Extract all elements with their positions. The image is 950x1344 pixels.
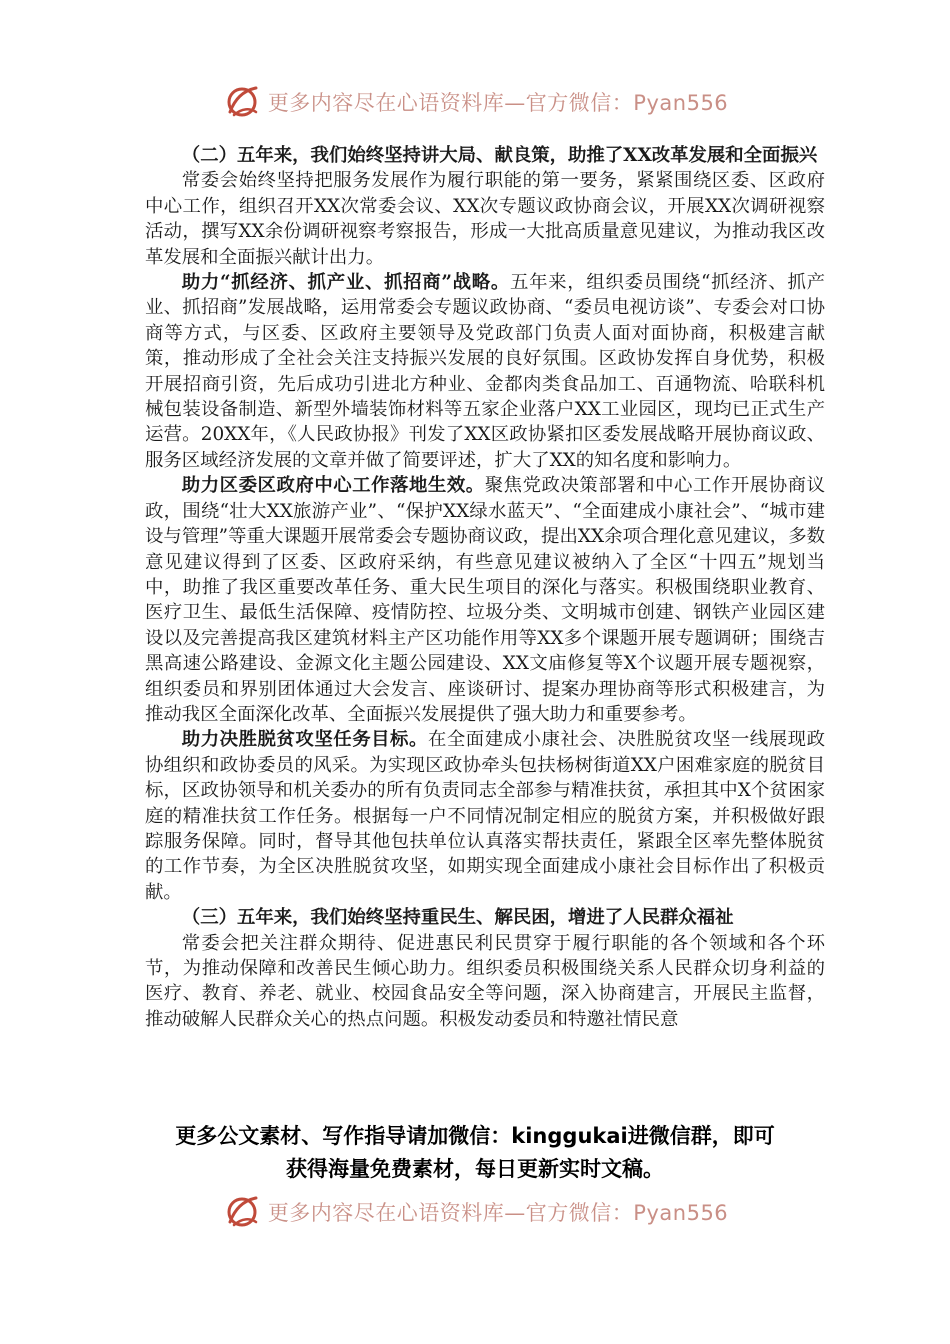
promo-line-1: 更多公文素材、写作指导请加微信：kinggukai进微信群，即可 bbox=[175, 1124, 775, 1148]
promo-banner bbox=[0, 1120, 950, 1186]
paragraph-lead: 助力区委区政府中心工作落地生效。 bbox=[181, 475, 485, 497]
paragraph-body: 在全面建成小康社会、决胜脱贫攻坚一线展现政协组织和政协委员的风采。为实现区政协牵头包扶杨树街道XX户困难家庭的脱贫目标，区政协领导和机关委办的所有负责同志全部参与精准扶贫，承担其中X个贫困家庭的精准扶贫工作任务。根据每一户不同情况制定相应的脱贫方案，并积极做好跟踪服务保障。同时，督导其他包扶单位认真落实帮扶责任，紧跟全区率先整体脱贫的工作节奏，为全区决胜脱贫攻坚，如期实现全面建成小康社会目标作出了积极贡献。 bbox=[145, 729, 825, 903]
watermark-top bbox=[0, 82, 950, 122]
paragraph-poverty bbox=[145, 727, 825, 905]
paragraph-body: 聚焦党政决策部署和中心工作开展协商议政，围绕“壮大XX旅游产业”、“保护XX绿水蓝天”、“全面建成小康社会”、“城市建设与管理”等重大课题开展常委会专题协商议政，提出XX余项合理化意见建议，多数意见建议得到了区委、区政府采纳，有些意见建议被纳入了全区“十四五”规划当中，助推了我区重要改革任务、重大民生项目的深化与落实。积极围绕职业教育、医疗卫生、最低生活保障、疫情防控、垃圾分类、文明城市创建、钢铁产业园区建设以及完善提高我区建筑材料主产区功能作用等XX多个课题开展专题调研；围绕吉黑高速公路建设、金源文化主题公园建设、XX文庙修复等X个议题开展专题视察，组织委员和界别团体通过大会发言、座谈研讨、提案办理协商等形式积极建言，为推动我区全面深化改革、全面振兴发展提供了强大助力和重要参考。 bbox=[145, 475, 825, 725]
promo-line-2: 获得海量免费素材，每日更新实时文稿。 bbox=[286, 1157, 664, 1181]
paragraph-economy bbox=[145, 270, 825, 473]
section-heading-3: （三）五年来，我们始终坚持重民生、解民困，增进了人民群众福祉 bbox=[181, 907, 734, 929]
section-heading-2: （二）五年来，我们始终坚持讲大局、献良策，助推了XX改革发展和全面振兴 bbox=[181, 145, 818, 166]
paragraph-central-work bbox=[145, 473, 825, 727]
paragraph-lead: 助力“抓经济、抓产业、抓招商”战略。 bbox=[181, 272, 510, 294]
document-body bbox=[145, 143, 825, 1032]
watermark-text: 更多内容尽在心语资料库—官方微信：Pyan556 bbox=[267, 1201, 729, 1225]
paragraph-body: 五年来，组织委员围绕“抓经济、抓产业、抓招商”发展战略，运用常委会专题议政协商、“委员电视访谈”、专委会对口协商等方式，与区委、区政府主要领导及党政部门负责人面对面协商，积极建言献策，推动形成了全社会关注支持振兴发展的良好氛围。区政协发挥自身优势，积极开展招商引资，先后成功引进北方种业、金都肉类食品加工、百通物流、哈联科机械包装设备制造、新型外墙装饰材料等五家企业落户XX工业园区，现均已正式生产运营。20XX年，《人民政协报》刊发了XX区政协紧扣区委发展战略开展协商议政、服务区域经济发展的文章并做了简要评述，扩大了XX的知名度和影响力。 bbox=[145, 272, 825, 471]
section-intro-3: 常委会把关注群众期待、促进惠民利民贯穿于履行职能的各个领域和各个环节，为推动保障和改善民生倾心助力。组织委员积极围绕关系人民群众切身利益的医疗、教育、养老、就业、校园食品安全等问题，深入协商建言，开展民主监督，推动破解人民群众关心的热点问题。积极发动委员和特邀社情民意 bbox=[145, 932, 825, 1030]
handwritten-logo-icon bbox=[222, 1192, 262, 1232]
watermark-bottom bbox=[0, 1192, 950, 1232]
section-intro-2: 常委会始终坚持把服务发展作为履行职能的第一要务，紧紧围绕区委、区政府中心工作，组织召开XX次常委会议、XX次专题议政协商会议，开展XX次调研视察活动，撰写XX余份调研视察考察报告，形成一大批高质量意见建议，为推动我区改革发展和全面振兴献计出力。 bbox=[145, 170, 825, 268]
paragraph-lead: 助力决胜脱贫攻坚任务目标。 bbox=[181, 729, 428, 751]
handwritten-logo-icon bbox=[222, 82, 262, 122]
watermark-text: 更多内容尽在心语资料库—官方微信：Pyan556 bbox=[267, 91, 729, 115]
